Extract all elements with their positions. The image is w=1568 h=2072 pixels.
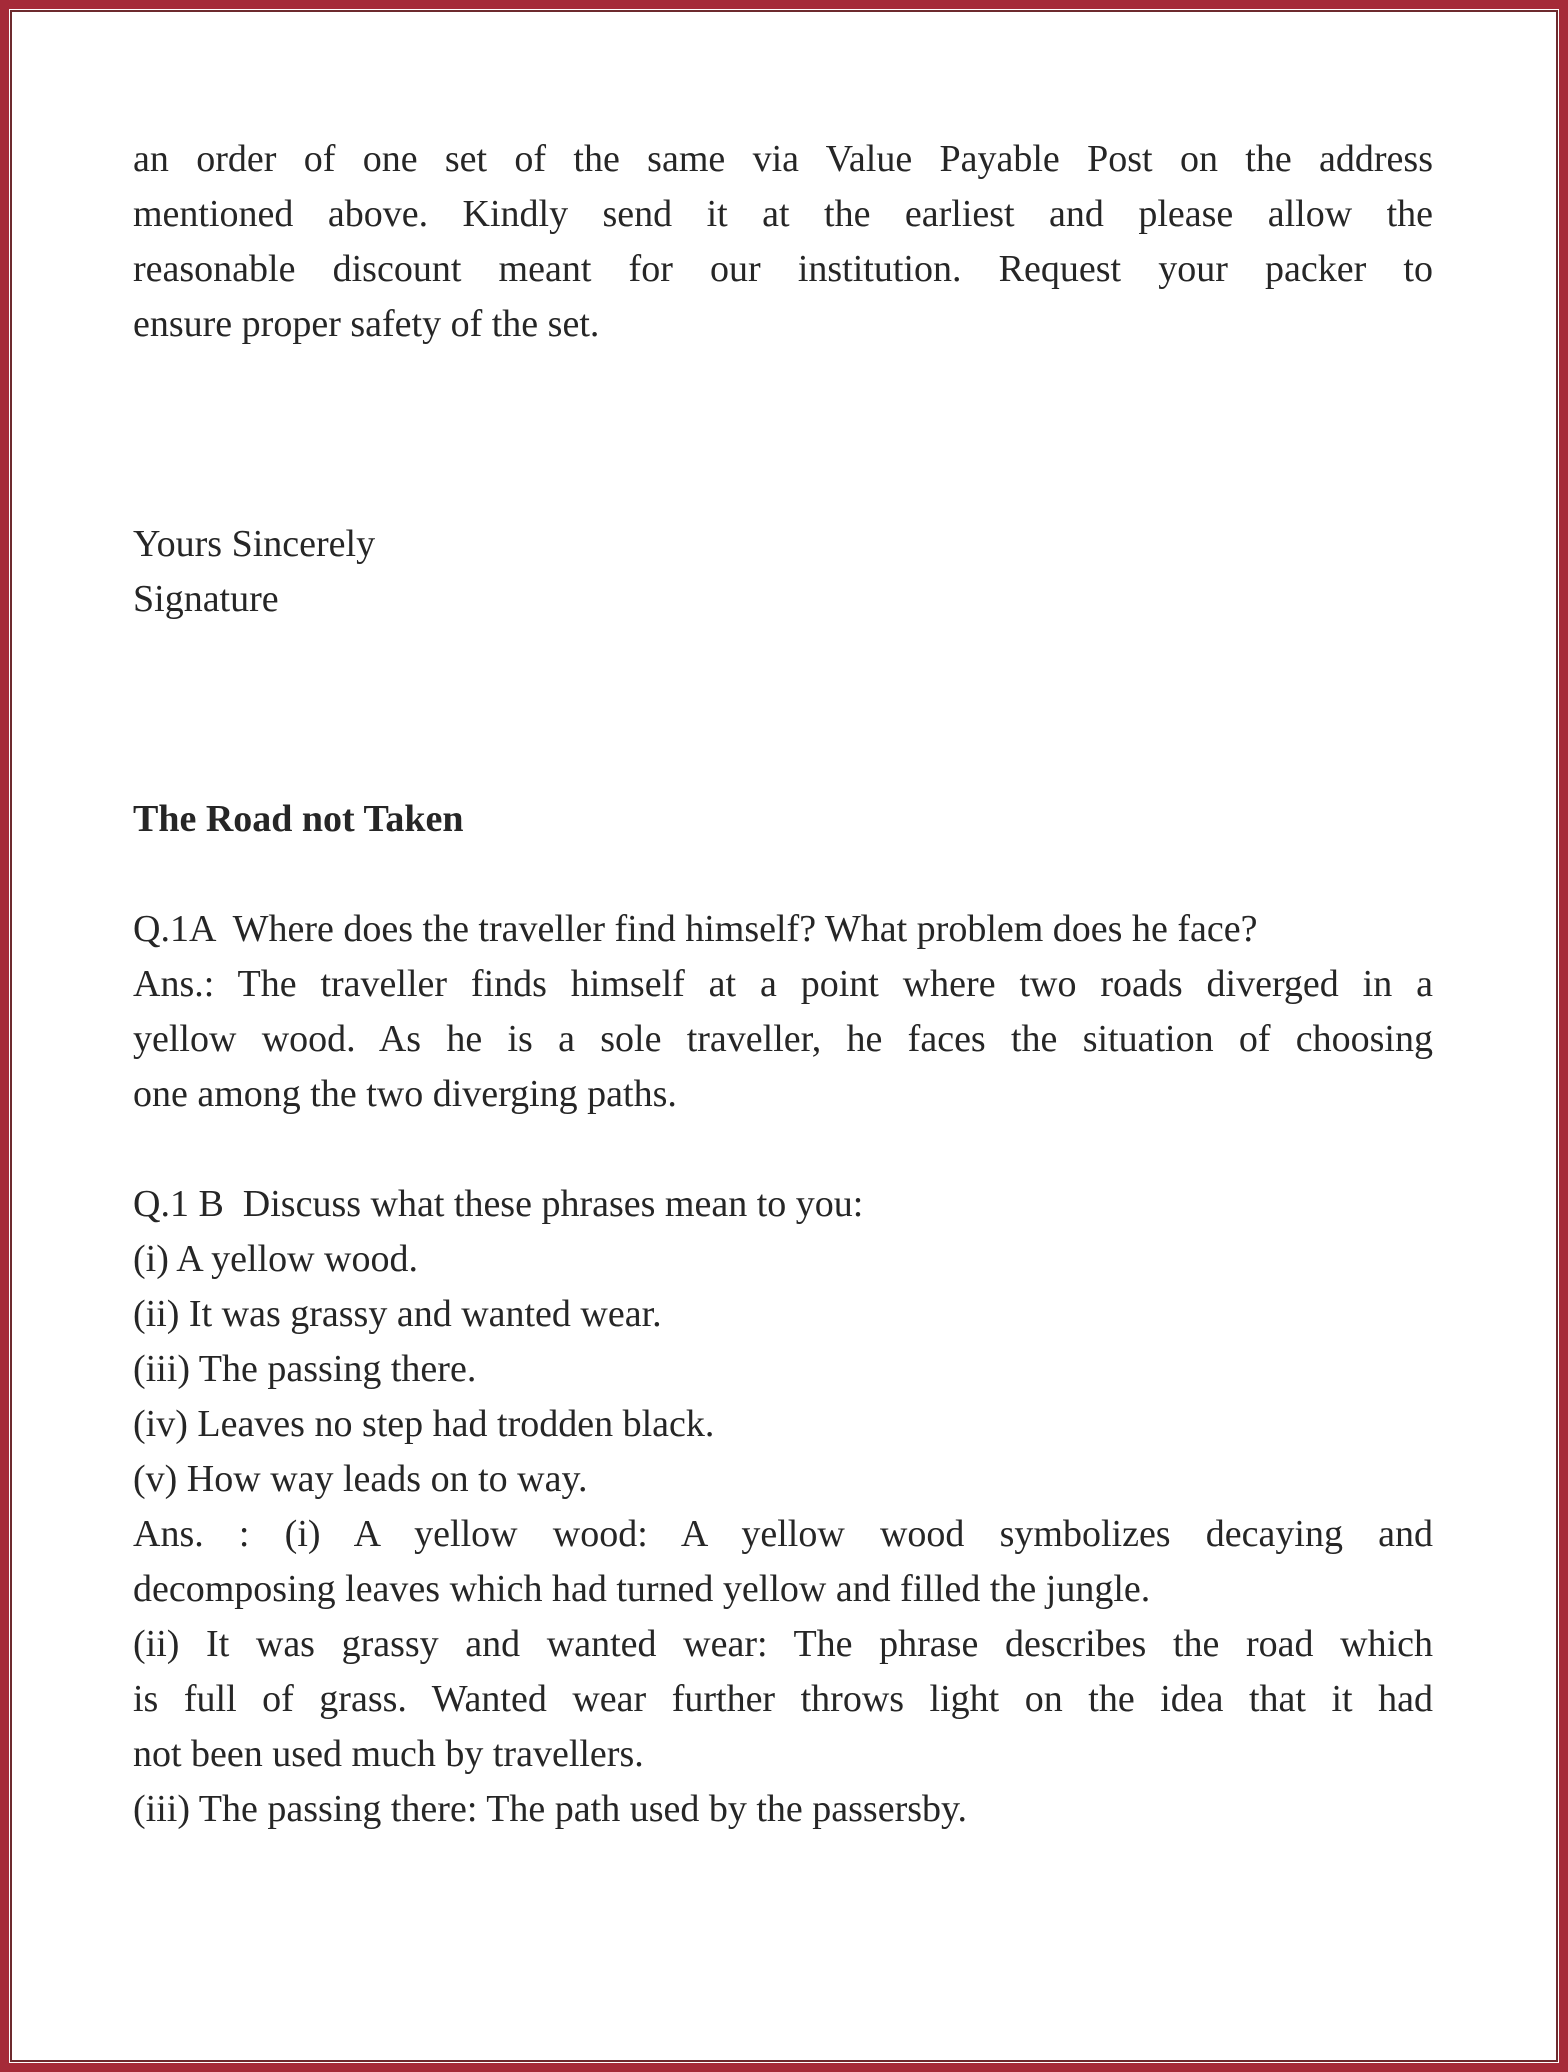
phrase-item: (iv) Leaves no step had trodden black. bbox=[133, 1403, 715, 1445]
spacer bbox=[133, 737, 1433, 792]
question-1a bbox=[133, 902, 1433, 1122]
answer-line: not been used much by travellers. bbox=[133, 1733, 644, 1775]
phrase-item: (iii) The passing there. bbox=[133, 1348, 477, 1390]
answer-line: Ans. : (i) A yellow wood: A yellow wood symbolizes decaying and bbox=[133, 1513, 1433, 1555]
question-text: Q.1A Where does the traveller find himself? What problem does he face? bbox=[133, 908, 1258, 950]
phrase-item: (v) How way leads on to way. bbox=[133, 1458, 588, 1500]
question-1b bbox=[133, 1177, 1433, 1837]
letter-signature: Signature bbox=[133, 578, 279, 620]
spacer bbox=[133, 847, 1433, 902]
question-text: Q.1 B Discuss what these phrases mean to you: bbox=[133, 1183, 864, 1225]
text-line: reasonable discount meant for our institution. Request your packer to bbox=[133, 248, 1433, 290]
answer-line: yellow wood. As he is a sole traveller, he faces the situation of choosing bbox=[133, 1018, 1433, 1060]
phrase-item: (i) A yellow wood. bbox=[133, 1238, 418, 1280]
phrase-item: (ii) It was grassy and wanted wear. bbox=[133, 1293, 662, 1335]
letter-body-paragraph bbox=[133, 132, 1433, 352]
letter-closing: Yours Sincerely bbox=[133, 523, 376, 565]
answer-line: is full of grass. Wanted wear further throws light on the idea that it had bbox=[133, 1678, 1433, 1720]
text-line: mentioned above. Kindly send it at the earliest and please allow the bbox=[133, 193, 1433, 235]
text-line: ensure proper safety of the set. bbox=[133, 303, 600, 345]
answer-line: one among the two diverging paths. bbox=[133, 1073, 677, 1115]
text-line: an order of one set of the same via Value Payable Post on the address bbox=[133, 138, 1433, 180]
spacer bbox=[133, 627, 1433, 737]
spacer bbox=[133, 352, 1433, 462]
answer-line: decomposing leaves which had turned yellow and filled the jungle. bbox=[133, 1568, 1151, 1610]
section-title: The Road not Taken bbox=[133, 798, 464, 840]
spacer bbox=[133, 462, 1433, 517]
spacer bbox=[133, 1122, 1433, 1177]
answer-line: Ans.: The traveller finds himself at a point where two roads diverged in a bbox=[133, 963, 1433, 1005]
document-page bbox=[133, 132, 1433, 1837]
answer-line: (ii) It was grassy and wanted wear: The phrase describes the road which bbox=[133, 1623, 1433, 1665]
answer-line: (iii) The passing there: The path used by the passersby. bbox=[133, 1788, 968, 1830]
